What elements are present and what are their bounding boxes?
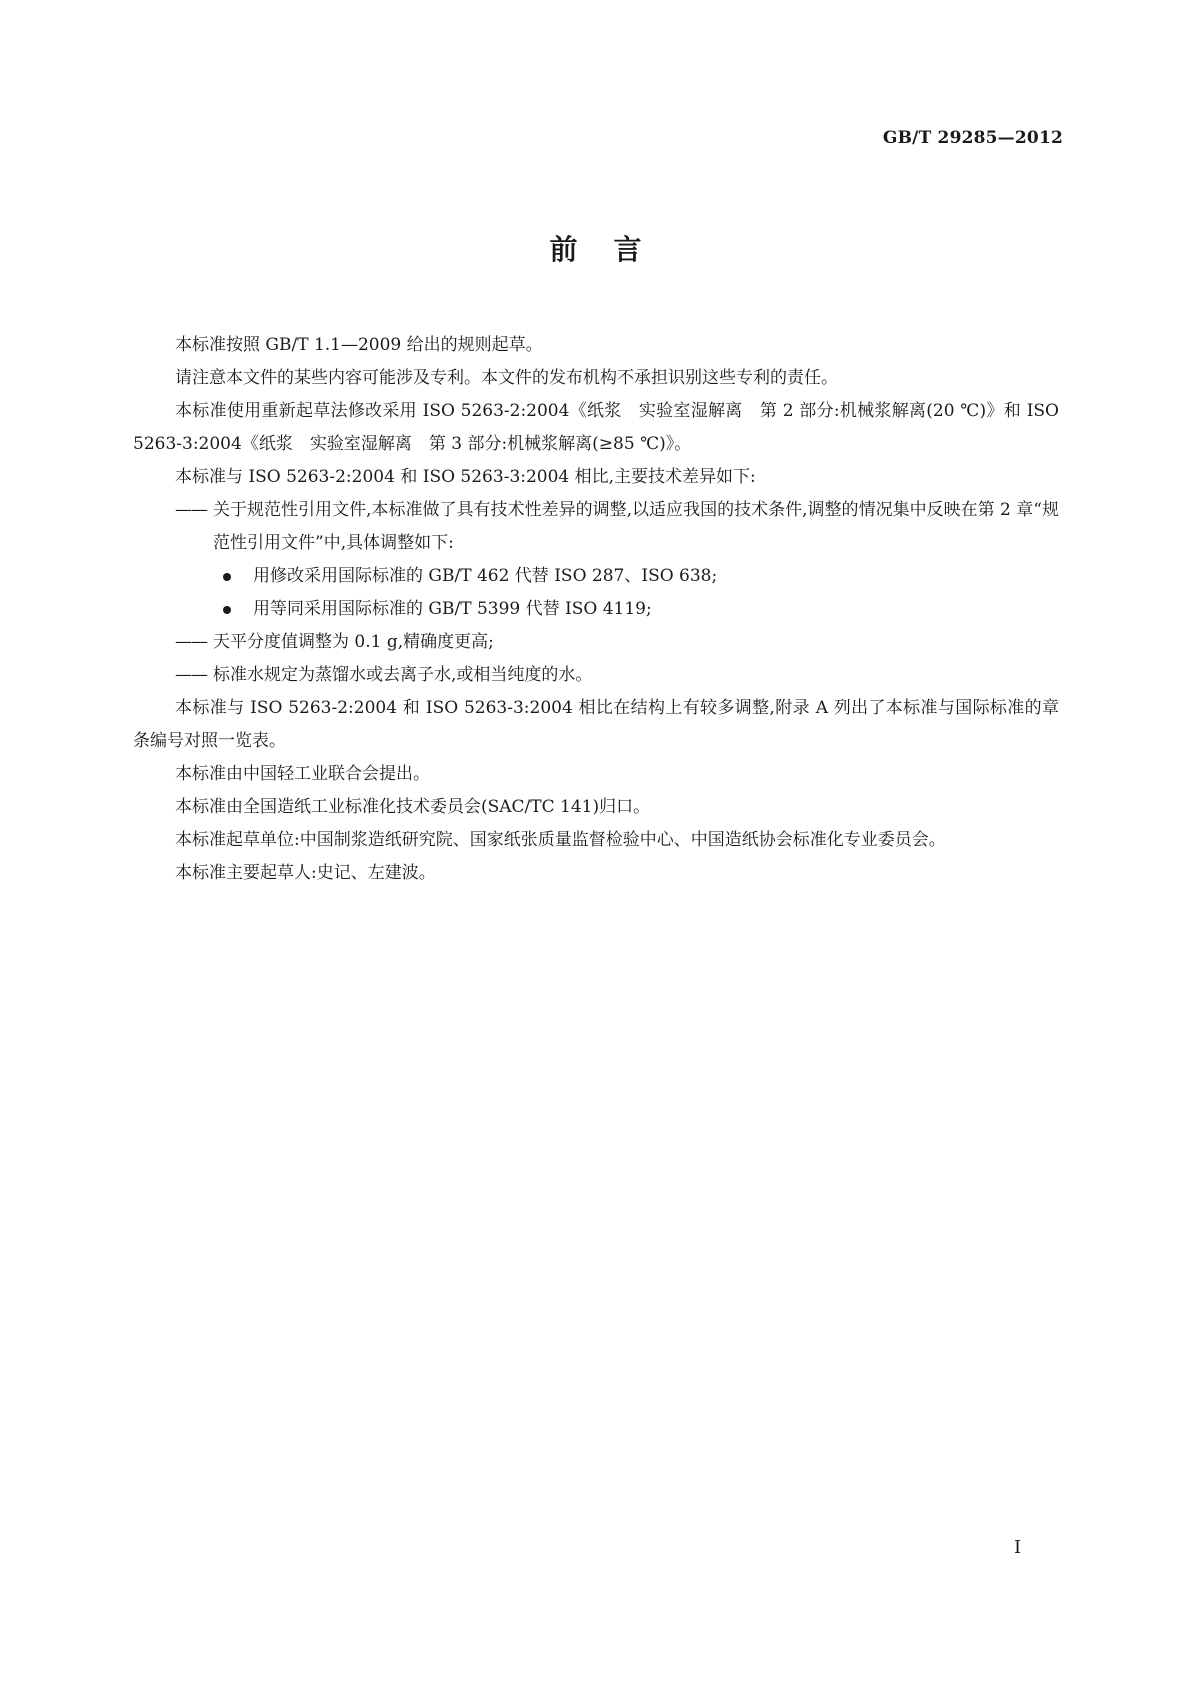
bullet-text: 用等同采用国际标准的 GB/T 5399 代替 ISO 4119; bbox=[253, 599, 652, 619]
dash-marker: —— bbox=[175, 665, 207, 685]
bullet-text: 用修改采用国际标准的 GB/T 462 代替 ISO 287、ISO 638; bbox=[253, 566, 718, 586]
paragraph-structure: 本标准与 ISO 5263-2:2004 和 ISO 5263-3:2004 相比在结构上有较多调整,附录 A 列出了本标准与国际标准的章条编号对照一览表。 bbox=[133, 698, 1059, 751]
paragraph-centralized-by: 本标准由全国造纸工业标准化技术委员会(SAC/TC 141)归口。 bbox=[175, 797, 651, 817]
difference-item-references bbox=[133, 494, 1059, 560]
page-title: 前言 bbox=[549, 233, 678, 266]
paragraph-adoption: 本标准使用重新起草法修改采用 ISO 5263-2:2004《纸浆 实验室湿解离 第 2 部分:机械浆解离(20 ℃)》和 ISO 5263-3:2004《纸浆 实验室湿解离 第 3 部分:机械浆解离(≥85 ℃)》。 bbox=[133, 401, 1059, 454]
paragraph-proposed-by: 本标准由中国轻工业联合会提出。 bbox=[175, 764, 430, 784]
difference-text: 关于规范性引用文件,本标准做了具有技术性差异的调整,以适应我国的技术条件,调整的情况集中反映在第 2 章“规范性引用文件”中,具体调整如下: bbox=[213, 500, 1059, 553]
difference-item-water bbox=[133, 659, 1059, 692]
dash-marker: —— bbox=[175, 500, 207, 520]
bullet-dot-icon bbox=[223, 606, 231, 614]
paragraph-patent-notice: 请注意本文件的某些内容可能涉及专利。本文件的发布机构不承担识别这些专利的责任。 bbox=[175, 368, 838, 388]
bullet-dot-icon bbox=[223, 573, 231, 581]
bullet-item-gbt5399 bbox=[133, 593, 1059, 626]
paragraph-drafting-rules: 本标准按照 GB/T 1.1—2009 给出的规则起草。 bbox=[175, 335, 543, 355]
paragraph-drafting-units: 本标准起草单位:中国制浆造纸研究院、国家纸张质量监督检验中心、中国造纸协会标准化专业委员会。 bbox=[175, 830, 946, 850]
foreword-body bbox=[133, 329, 1059, 890]
difference-text: 天平分度值调整为 0.1 g,精确度更高; bbox=[213, 632, 494, 652]
dash-marker: —— bbox=[175, 632, 207, 652]
page-number: I bbox=[1014, 1537, 1022, 1558]
difference-item-balance bbox=[133, 626, 1059, 659]
paragraph-drafters: 本标准主要起草人:史记、左建波。 bbox=[175, 863, 436, 883]
paragraph-differences-intro: 本标准与 ISO 5263-2:2004 和 ISO 5263-3:2004 相比,主要技术差异如下: bbox=[175, 467, 756, 487]
standard-code: GB/T 29285—2012 bbox=[882, 128, 1063, 148]
bullet-item-gbt462 bbox=[133, 560, 1059, 593]
difference-text: 标准水规定为蒸馏水或去离子水,或相当纯度的水。 bbox=[213, 665, 593, 685]
